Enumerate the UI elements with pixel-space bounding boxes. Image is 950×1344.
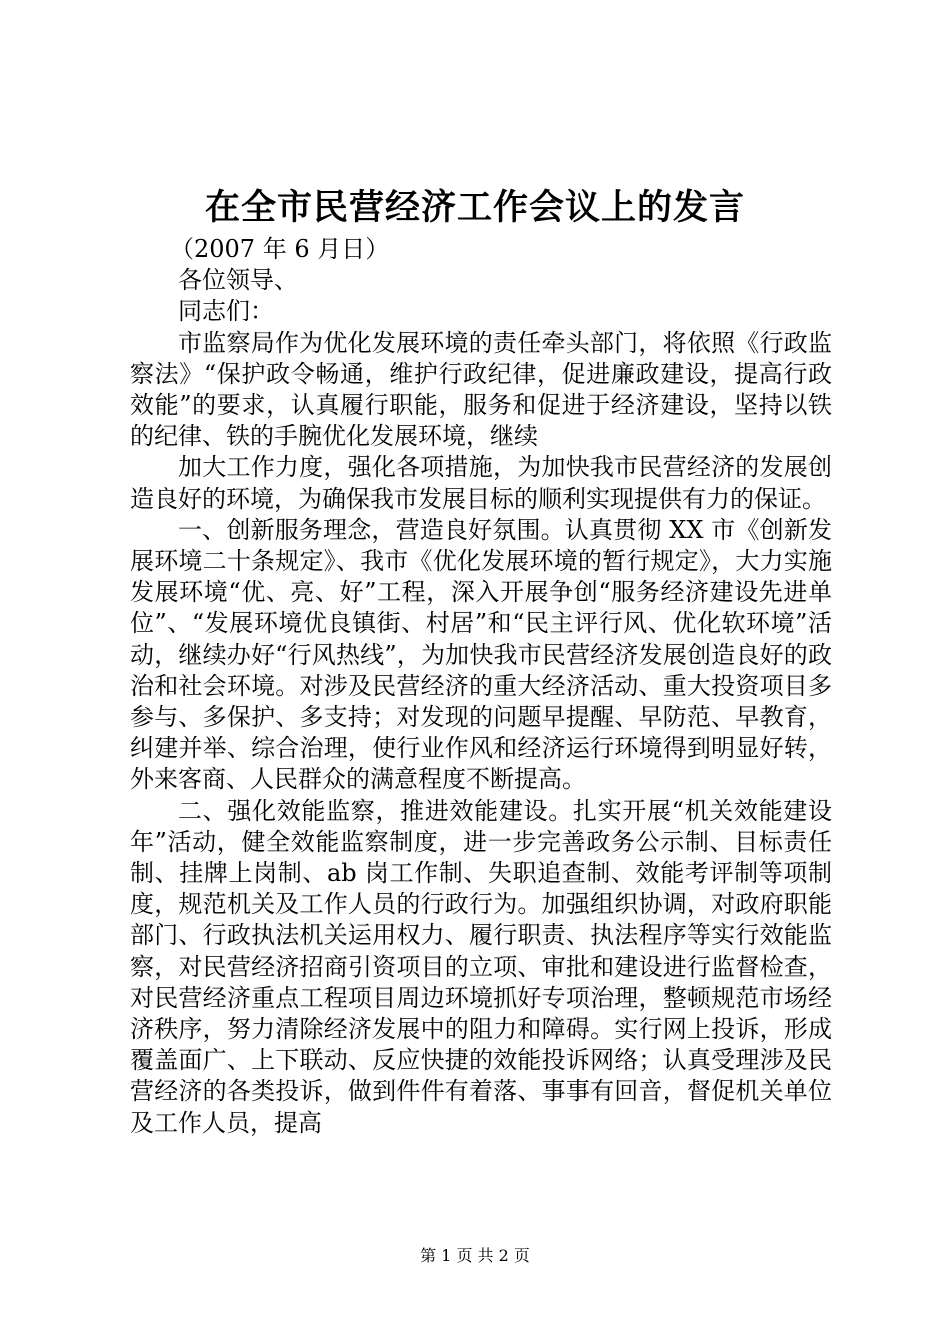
salutation-leaders: 各位领导、	[178, 266, 298, 295]
salutation-comrades: 同志们：	[178, 297, 274, 326]
paragraph-section-two: 二、强化效能监察，推进效能建设。扎实开展“机关效能建设年”活动，健全效能监察制度，进一步完善政务公示制、目标责任制、挂牌上岗制、ab 岗工作制、失职追查制、效能考评制等项制度，规范机关及工作人员的行政行为。加强组织协调，对政府职能部门、行政执法机关运用权力、履行职责、执法程序等实行效能监察，对民营经济招商引资项目的立项、审批和建设进行监督检查，对民营经济重点工程项目周边环境抓好专项治理，整顿规范市场经济秩序，努力清除经济发展中的阻力和障碍。实行网上投诉，形成覆盖面广、上下联动、反应快捷的效能投诉网络；认真受理涉及民营经济的各类投诉，做到件件有着落、事事有回音，督促机关单位及工作人员，提高	[130, 796, 832, 1137]
document-title: 在全市民营经济工作会议上的发言	[204, 188, 745, 228]
page-footer: 第 1 页 共 2 页	[420, 1246, 530, 1265]
paragraph-intro: 市监察局作为优化发展环境的责任牵头部门，将依照《行政监察法》“保护政令畅通，维护行政纪律，促进廉政建设，提高行政效能”的要求，认真履行职能，服务和促进于经济建设，坚持以铁的纪律、铁的手腕优化发展环境，继续	[130, 328, 832, 451]
paragraph-continue: 加大工作力度，强化各项措施，为加快我市民营经济的发展创造良好的环境，为确保我市发展目标的顺利实现提供有力的保证。	[130, 453, 832, 513]
date-line: （2007 年 6 月日）	[170, 235, 390, 263]
document-body	[130, 234, 832, 1139]
paragraph-section-one: 一、创新服务理念，营造良好氛围。认真贯彻 XX 市《创新发展环境二十条规定》、我市《优化发展环境的暂行规定》，大力实施发展环境“优、亮、好”工程，深入开展争创“服务经济建设先进单位”、“发展环境优良镇街、村居”和“民主评行风、优化软环境”活动，继续办好“行风热线”，为加快我市民营经济发展创造良好的政治和社会环境。对涉及民营经济的重大经济活动、重大投资项目多参与、多保护、多支持；对发现的问题早提醒、早防范、早教育，纠建并举、综合治理，使行业作风和经济运行环境得到明显好转，外来客商、人民群众的满意程度不断提高。	[130, 515, 832, 794]
